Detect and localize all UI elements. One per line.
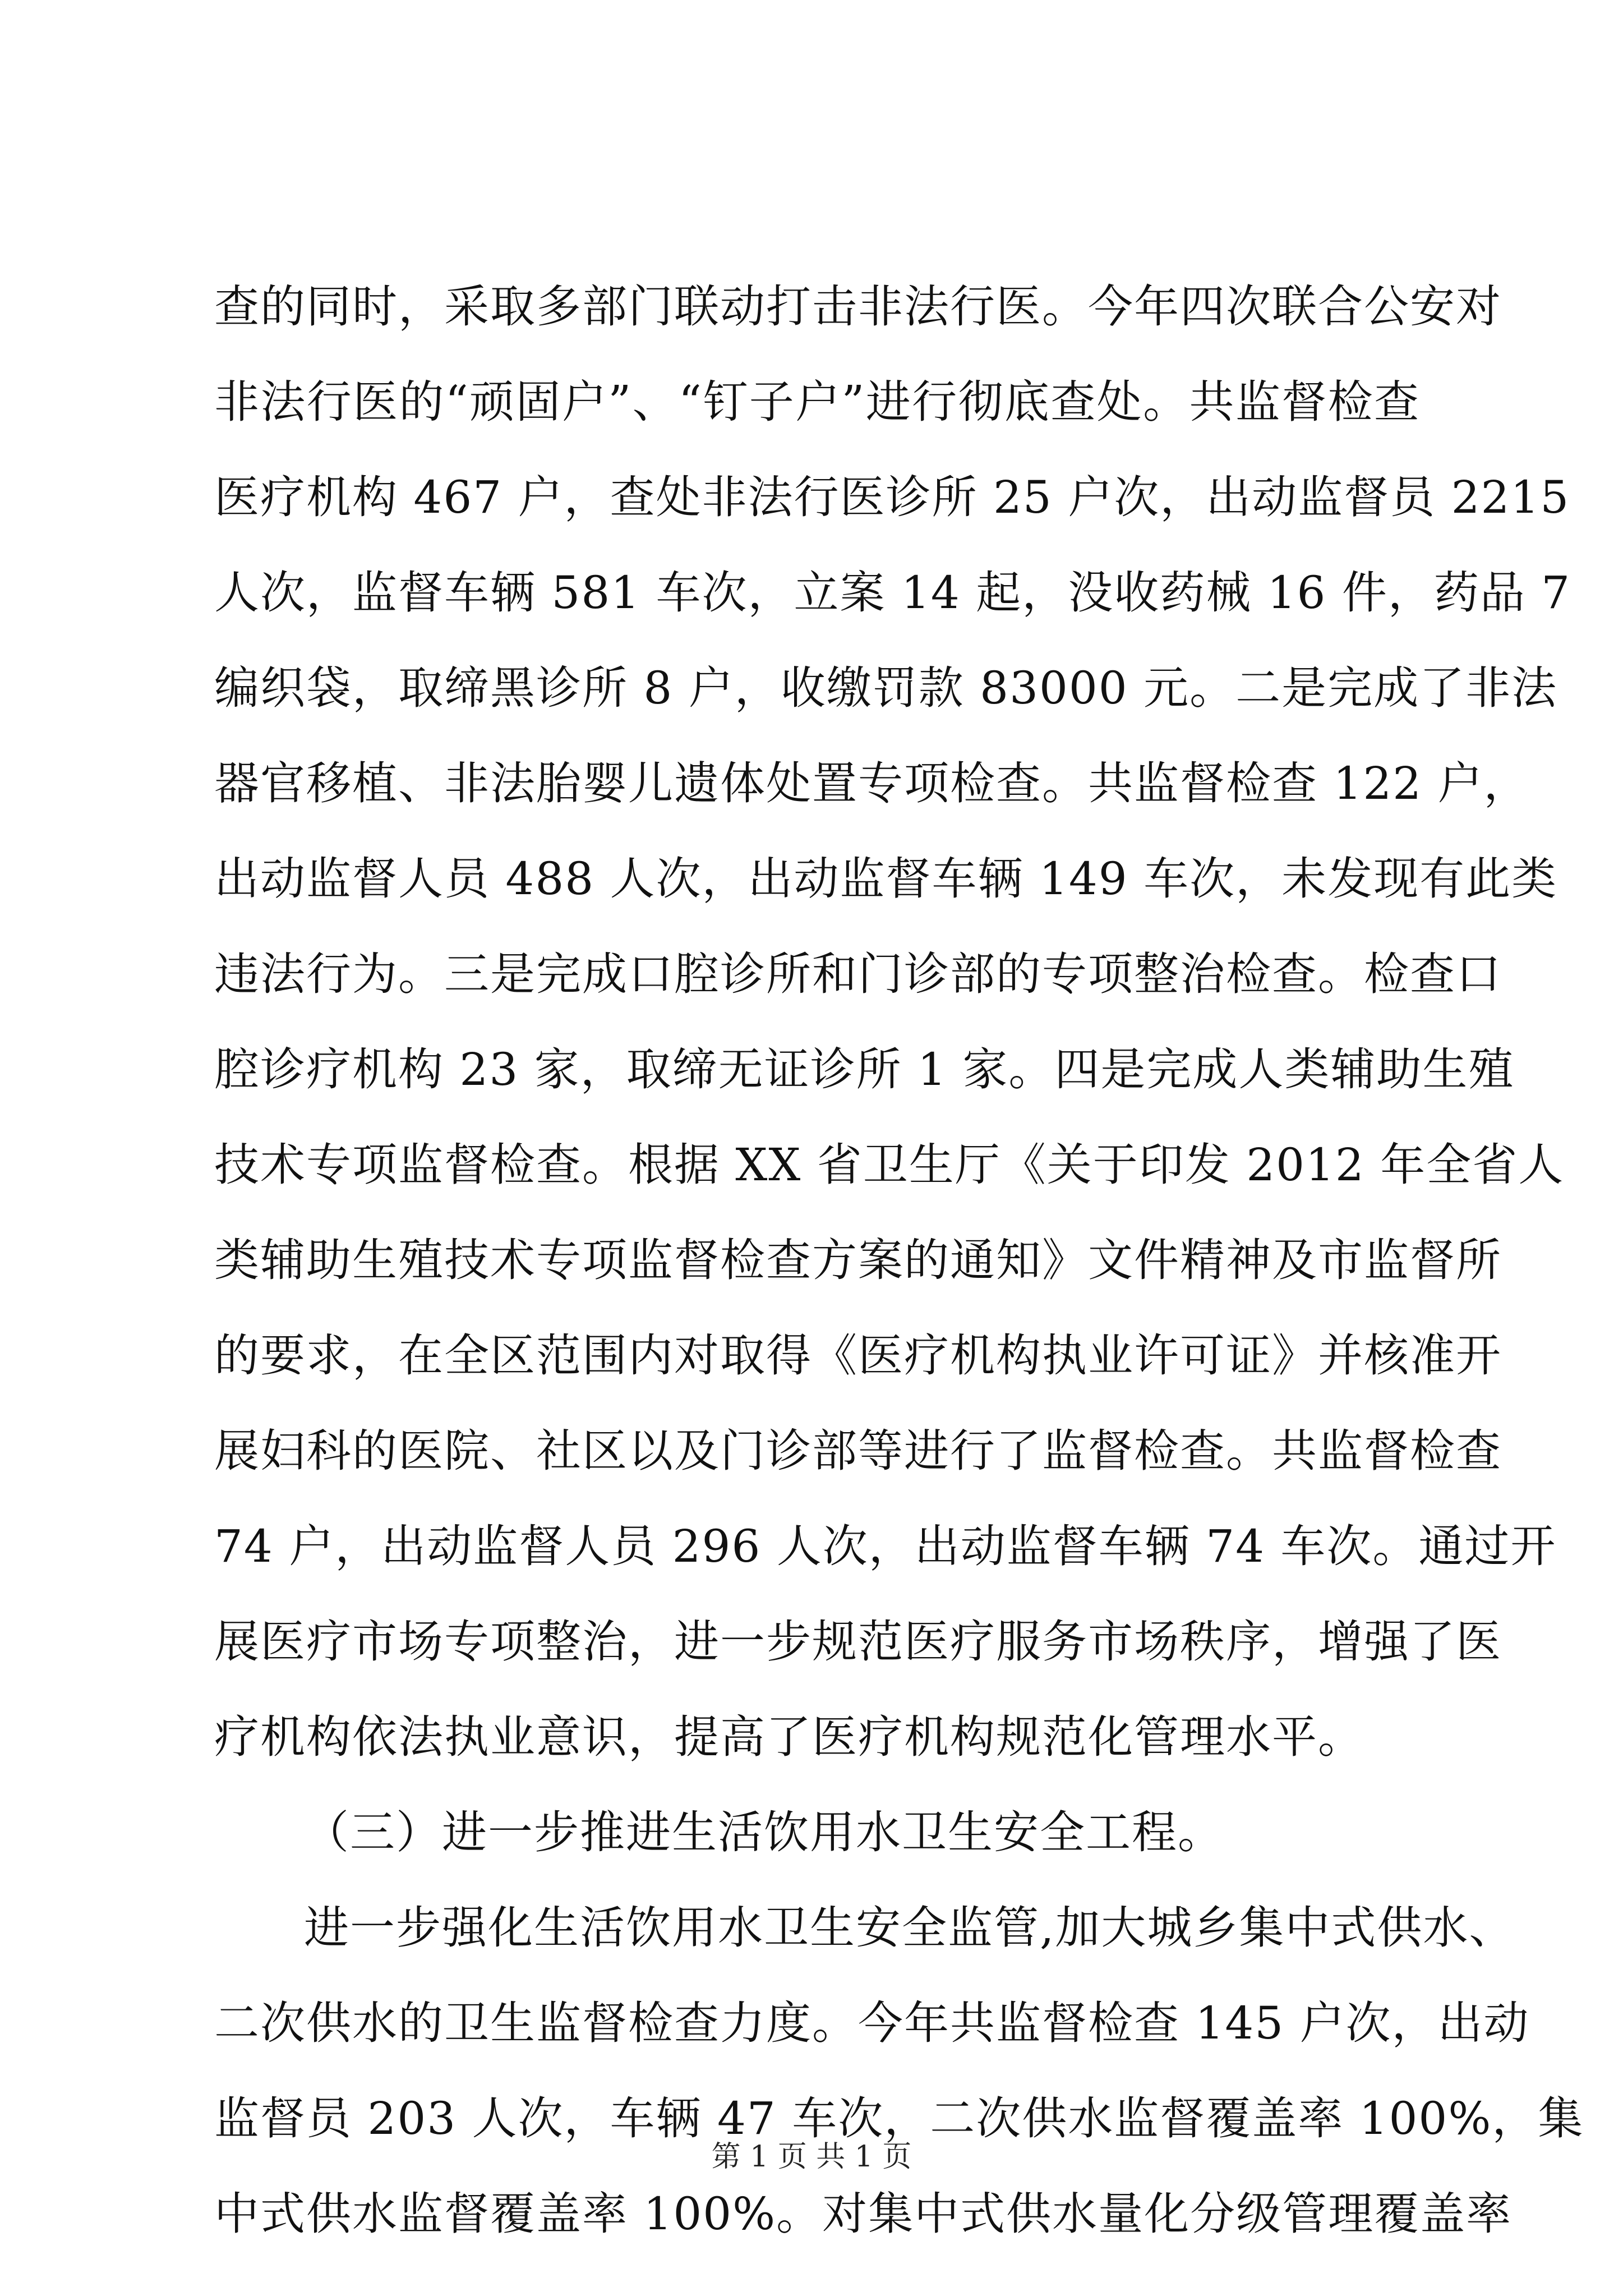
text-line-12: 的要求，在全区范围内对取得《医疗机构执业许可证》并核准开 bbox=[214, 1329, 1502, 1382]
text-line-9: 腔诊疗机构 23 家，取缔无证诊所 1 家。四是完成人类辅助生殖 bbox=[214, 1043, 1515, 1096]
text-line-1: 查的同时，采取多部门联动打击非法行医。今年四次联合公安对 bbox=[214, 280, 1502, 333]
document-body bbox=[214, 259, 1584, 2262]
text-line-20: 监督员 203 人次，车辆 47 车次，二次供水监督覆盖率 100%，集 bbox=[214, 2092, 1584, 2145]
text-line-8: 违法行为。三是完成口腔诊所和门诊部的专项整治检查。检查口 bbox=[214, 948, 1502, 1000]
text-line-21: 中式供水监督覆盖率 100%。对集中式供水量化分级管理覆盖率 bbox=[214, 2188, 1513, 2240]
text-line-5: 编织袋，取缔黑诊所 8 户，收缴罚款 83000 元。二是完成了非法 bbox=[214, 662, 1558, 714]
text-line-10: 技术专项监督检查。根据 XX 省卫生厅《关于印发 2012 年全省人 bbox=[214, 1139, 1565, 1191]
section-heading: （三）进一步推进生活饮用水卫生安全工程。 bbox=[304, 1806, 1224, 1858]
text-line-6: 器官移植、非法胎婴儿遗体处置专项检查。共监督检查 122 户， bbox=[214, 757, 1530, 809]
text-line-15: 展医疗市场专项整治，进一步规范医疗服务市场秩序，增强了医 bbox=[214, 1616, 1502, 1668]
text-line-3: 医疗机构 467 户，查处非法行医诊所 25 户次，出动监督员 2215 bbox=[214, 471, 1570, 523]
page-number-footer: 第 1 页 共 1 页 bbox=[711, 2140, 912, 2174]
text-line-19: 二次供水的卫生监督检查力度。今年共监督检查 145 户次，出动 bbox=[214, 1997, 1530, 2049]
text-line-11: 类辅助生殖技术专项监督检查方案的通知》文件精神及市监督所 bbox=[214, 1234, 1502, 1286]
text-line-7: 出动监督人员 488 人次，出动监督车辆 149 车次，未发现有此类 bbox=[214, 853, 1558, 905]
text-line-14: 74 户，出动监督人员 296 人次，出动监督车辆 74 车次。通过开 bbox=[214, 1520, 1557, 1572]
text-line-16: 疗机构依法执业意识，提高了医疗机构规范化管理水平。 bbox=[214, 1711, 1364, 1763]
text-line-18: 进一步强化生活饮用水卫生安全监管,加大城乡集中式供水、 bbox=[304, 1902, 1515, 1954]
text-line-2: 非法行医的“顽固户”、“钉子户”进行彻底查处。共监督检查 bbox=[214, 376, 1420, 428]
text-line-4: 人次，监督车辆 581 车次，立案 14 起，没收药械 16 件，药品 7 bbox=[214, 567, 1571, 619]
text-line-13: 展妇科的医院、社区以及门诊部等进行了监督检查。共监督检查 bbox=[214, 1425, 1502, 1477]
